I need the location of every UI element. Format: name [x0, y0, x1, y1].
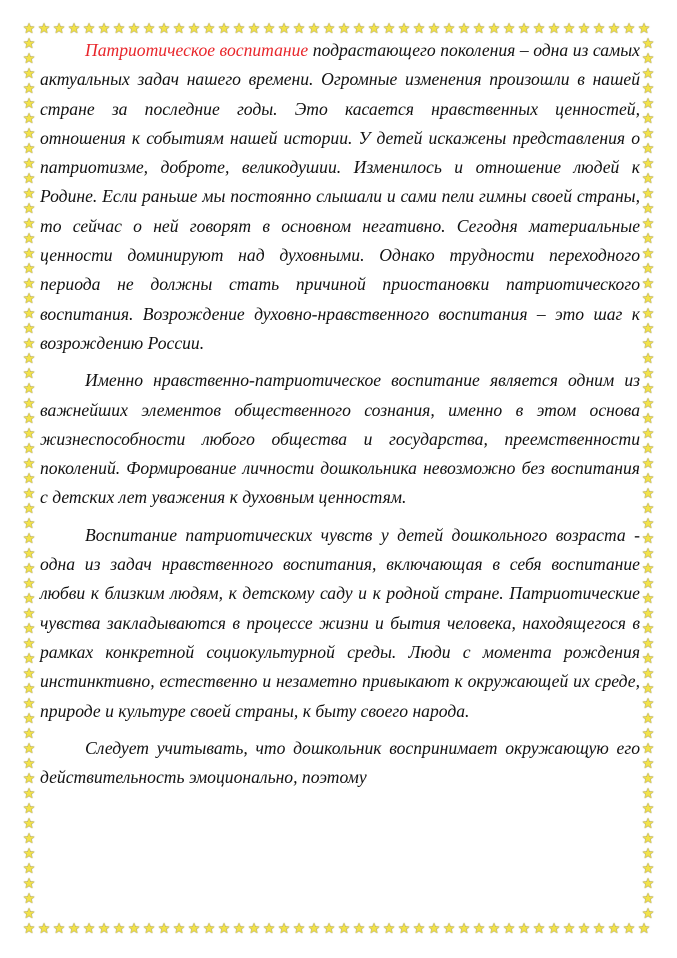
star-icon: ★ — [641, 486, 655, 502]
star-icon: ★ — [641, 606, 655, 622]
star-icon: ★ — [641, 81, 655, 97]
star-icon: ★ — [277, 21, 291, 37]
star-icon: ★ — [232, 921, 246, 937]
star-icon: ★ — [641, 426, 655, 442]
star-icon: ★ — [641, 516, 655, 532]
star-icon: ★ — [217, 921, 231, 937]
star-icon: ★ — [112, 921, 126, 937]
star-icon: ★ — [82, 21, 96, 37]
star-icon: ★ — [641, 621, 655, 637]
star-icon: ★ — [641, 651, 655, 667]
star-icon: ★ — [22, 846, 36, 862]
star-icon: ★ — [22, 921, 36, 937]
star-icon: ★ — [157, 21, 171, 37]
star-icon: ★ — [22, 66, 36, 82]
star-icon: ★ — [641, 36, 655, 52]
star-icon: ★ — [262, 21, 276, 37]
star-icon: ★ — [641, 171, 655, 187]
star-icon: ★ — [641, 501, 655, 517]
star-icon: ★ — [641, 636, 655, 652]
star-icon: ★ — [641, 531, 655, 547]
star-icon: ★ — [562, 21, 576, 37]
star-icon: ★ — [277, 921, 291, 937]
star-icon: ★ — [22, 756, 36, 772]
star-icon: ★ — [82, 921, 96, 937]
star-icon: ★ — [641, 261, 655, 277]
star-icon: ★ — [22, 186, 36, 202]
star-icon: ★ — [22, 801, 36, 817]
star-icon: ★ — [641, 276, 655, 292]
star-icon: ★ — [22, 471, 36, 487]
star-icon: ★ — [397, 21, 411, 37]
star-icon: ★ — [641, 96, 655, 112]
star-icon: ★ — [22, 276, 36, 292]
star-icon: ★ — [637, 921, 651, 937]
star-icon: ★ — [641, 861, 655, 877]
star-icon: ★ — [217, 21, 231, 37]
star-icon: ★ — [641, 201, 655, 217]
star-icon: ★ — [22, 726, 36, 742]
star-icon: ★ — [641, 471, 655, 487]
star-icon: ★ — [22, 816, 36, 832]
star-icon: ★ — [22, 516, 36, 532]
star-icon: ★ — [532, 21, 546, 37]
star-icon: ★ — [22, 831, 36, 847]
star-icon: ★ — [641, 846, 655, 862]
star-icon: ★ — [22, 681, 36, 697]
star-icon: ★ — [457, 921, 471, 937]
star-icon: ★ — [577, 921, 591, 937]
star-icon: ★ — [641, 726, 655, 742]
star-icon: ★ — [22, 81, 36, 97]
star-icon: ★ — [322, 921, 336, 937]
star-icon: ★ — [607, 21, 621, 37]
star-icon: ★ — [641, 711, 655, 727]
star-icon: ★ — [442, 21, 456, 37]
star-icon: ★ — [502, 921, 516, 937]
star-icon: ★ — [641, 456, 655, 472]
star-icon: ★ — [37, 921, 51, 937]
star-icon: ★ — [22, 366, 36, 382]
star-icon: ★ — [641, 831, 655, 847]
star-icon: ★ — [641, 741, 655, 757]
star-icon: ★ — [22, 786, 36, 802]
star-icon: ★ — [641, 306, 655, 322]
star-icon: ★ — [22, 306, 36, 322]
star-icon: ★ — [641, 156, 655, 172]
star-icon: ★ — [22, 891, 36, 907]
star-icon: ★ — [52, 921, 66, 937]
star-icon: ★ — [22, 651, 36, 667]
star-icon: ★ — [382, 921, 396, 937]
star-icon: ★ — [322, 21, 336, 37]
star-icon: ★ — [532, 921, 546, 937]
star-icon: ★ — [127, 921, 141, 937]
star-icon: ★ — [352, 921, 366, 937]
star-icon: ★ — [22, 876, 36, 892]
star-icon: ★ — [22, 636, 36, 652]
star-icon: ★ — [22, 456, 36, 472]
star-icon: ★ — [22, 156, 36, 172]
star-icon: ★ — [22, 426, 36, 442]
star-icon: ★ — [641, 561, 655, 577]
document-body — [40, 36, 640, 800]
star-icon: ★ — [22, 351, 36, 367]
star-icon: ★ — [641, 351, 655, 367]
star-icon: ★ — [22, 501, 36, 517]
star-icon: ★ — [22, 51, 36, 67]
star-icon: ★ — [562, 921, 576, 937]
star-icon: ★ — [22, 606, 36, 622]
star-icon: ★ — [592, 21, 606, 37]
star-icon: ★ — [517, 21, 531, 37]
star-icon: ★ — [157, 921, 171, 937]
star-icon: ★ — [22, 291, 36, 307]
star-icon: ★ — [442, 921, 456, 937]
star-icon: ★ — [22, 441, 36, 457]
star-icon: ★ — [187, 21, 201, 37]
star-icon: ★ — [641, 51, 655, 67]
star-icon: ★ — [641, 666, 655, 682]
star-icon: ★ — [232, 21, 246, 37]
star-icon: ★ — [202, 21, 216, 37]
star-icon: ★ — [472, 921, 486, 937]
star-icon: ★ — [22, 111, 36, 127]
star-icon: ★ — [247, 921, 261, 937]
star-icon: ★ — [641, 876, 655, 892]
star-icon: ★ — [641, 396, 655, 412]
star-icon: ★ — [22, 141, 36, 157]
star-icon: ★ — [22, 666, 36, 682]
star-icon: ★ — [37, 21, 51, 37]
star-icon: ★ — [641, 411, 655, 427]
star-icon: ★ — [487, 21, 501, 37]
star-icon: ★ — [487, 921, 501, 937]
star-icon: ★ — [641, 216, 655, 232]
star-icon: ★ — [22, 96, 36, 112]
star-icon: ★ — [292, 921, 306, 937]
star-icon: ★ — [22, 126, 36, 142]
star-icon: ★ — [457, 21, 471, 37]
star-icon: ★ — [592, 921, 606, 937]
star-icon: ★ — [622, 921, 636, 937]
star-icon: ★ — [67, 21, 81, 37]
star-icon: ★ — [641, 591, 655, 607]
star-icon: ★ — [22, 201, 36, 217]
star-icon: ★ — [352, 21, 366, 37]
star-icon: ★ — [577, 21, 591, 37]
star-icon: ★ — [367, 21, 381, 37]
star-icon: ★ — [112, 21, 126, 37]
star-icon: ★ — [22, 321, 36, 337]
star-icon: ★ — [641, 906, 655, 922]
star-icon: ★ — [22, 381, 36, 397]
star-icon: ★ — [22, 696, 36, 712]
star-icon: ★ — [22, 246, 36, 262]
star-icon: ★ — [412, 21, 426, 37]
star-icon: ★ — [427, 921, 441, 937]
star-icon: ★ — [307, 921, 321, 937]
star-icon: ★ — [22, 711, 36, 727]
paragraph-2: Именно нравственно-патриотическое воспитание является одним из важнейших элементов общественного сознания, именно в этом основа жизнеспособности любого общества и государства, преемственности поколений. Формирование личности дошкольника невозможно без воспитания с детских лет уважения к духовным ценностям. — [40, 370, 640, 508]
paragraph-3: Воспитание патриотических чувств у детей дошкольного возраста - одна из задач нравственного воспитания, включающая в себя воспитание любви к близким людям, к детскому саду и к родной стране. Патриотические чувства закладываются в процессе жизни и бытия человека, находящегося в рамках конкретной социокультурной среды. Люди с момента рождения инстинктивно, естественно и незаметно привыкают к окружающей их среде, природе и культуре своей страны, к быту своего народа. — [40, 524, 640, 721]
star-icon: ★ — [202, 921, 216, 937]
star-icon: ★ — [641, 696, 655, 712]
star-icon: ★ — [22, 171, 36, 187]
star-icon: ★ — [337, 921, 351, 937]
star-icon: ★ — [502, 21, 516, 37]
star-icon: ★ — [22, 231, 36, 247]
star-icon: ★ — [22, 906, 36, 922]
star-icon: ★ — [641, 786, 655, 802]
star-icon: ★ — [547, 921, 561, 937]
star-icon: ★ — [22, 621, 36, 637]
star-icon: ★ — [641, 141, 655, 157]
star-icon: ★ — [52, 21, 66, 37]
star-icon: ★ — [641, 546, 655, 562]
star-icon: ★ — [641, 336, 655, 352]
star-icon: ★ — [641, 441, 655, 457]
star-icon: ★ — [22, 216, 36, 232]
star-icon: ★ — [641, 291, 655, 307]
paragraph-4: Следует учитывать, что дошкольник воспринимает окружающую его действительность эмоционально, поэтому — [40, 737, 640, 788]
star-icon: ★ — [472, 21, 486, 37]
star-icon: ★ — [22, 396, 36, 412]
star-icon: ★ — [22, 771, 36, 787]
star-icon: ★ — [172, 921, 186, 937]
star-icon: ★ — [412, 921, 426, 937]
star-icon: ★ — [307, 21, 321, 37]
star-icon: ★ — [142, 921, 156, 937]
star-icon: ★ — [22, 21, 36, 37]
star-icon: ★ — [641, 681, 655, 697]
star-icon: ★ — [641, 816, 655, 832]
star-icon: ★ — [262, 921, 276, 937]
star-icon: ★ — [622, 21, 636, 37]
star-icon: ★ — [641, 801, 655, 817]
star-icon: ★ — [22, 411, 36, 427]
star-icon: ★ — [641, 66, 655, 82]
star-icon: ★ — [641, 186, 655, 202]
star-icon: ★ — [641, 126, 655, 142]
star-icon: ★ — [427, 21, 441, 37]
star-icon: ★ — [22, 561, 36, 577]
star-icon: ★ — [641, 576, 655, 592]
star-icon: ★ — [22, 861, 36, 877]
star-icon: ★ — [97, 921, 111, 937]
star-icon: ★ — [641, 366, 655, 382]
star-icon: ★ — [247, 21, 261, 37]
star-icon: ★ — [517, 921, 531, 937]
star-icon: ★ — [127, 21, 141, 37]
star-icon: ★ — [641, 771, 655, 787]
star-icon: ★ — [22, 546, 36, 562]
star-icon: ★ — [22, 591, 36, 607]
star-icon: ★ — [641, 231, 655, 247]
star-icon: ★ — [172, 21, 186, 37]
star-icon: ★ — [187, 921, 201, 937]
star-icon: ★ — [337, 21, 351, 37]
star-icon: ★ — [641, 756, 655, 772]
star-icon: ★ — [641, 246, 655, 262]
star-icon: ★ — [641, 321, 655, 337]
star-icon: ★ — [67, 921, 81, 937]
star-icon: ★ — [641, 111, 655, 127]
star-icon: ★ — [22, 36, 36, 52]
highlighted-term: Патриотическое воспитание — [85, 40, 309, 60]
star-icon: ★ — [22, 261, 36, 277]
star-icon: ★ — [97, 21, 111, 37]
star-icon: ★ — [382, 21, 396, 37]
star-icon: ★ — [22, 531, 36, 547]
star-icon: ★ — [637, 21, 651, 37]
star-icon: ★ — [22, 486, 36, 502]
star-icon: ★ — [22, 336, 36, 352]
star-icon: ★ — [22, 576, 36, 592]
star-icon: ★ — [607, 921, 621, 937]
star-icon: ★ — [547, 21, 561, 37]
paragraph-1 — [40, 36, 640, 358]
star-icon: ★ — [367, 921, 381, 937]
star-icon: ★ — [22, 741, 36, 757]
paragraph-1-text: подрастающего поколения – одна из самых актуальных задач нашего времени. Огромные изменения произошли в нашей стране за последние годы. Это касается нравственных ценностей, отношения к событиям нашей истории. У детей искажены представления о патриотизме, доброте, великодушии. Изменилось и отношение людей к Родине. Если раньше мы постоянно слышали и сами пели гимны своей страны, то сейчас о ней говорят в основном негативно. Сегодня материальные ценности доминируют над духовными. Однако трудности переходного периода не должны стать причиной приостановки патриотического воспитания. Возрождение духовно-нравственного воспитания – это шаг к возрождению России. — [40, 40, 640, 353]
star-icon: ★ — [397, 921, 411, 937]
star-icon: ★ — [142, 21, 156, 37]
star-icon: ★ — [292, 21, 306, 37]
star-icon: ★ — [641, 381, 655, 397]
star-icon: ★ — [641, 891, 655, 907]
